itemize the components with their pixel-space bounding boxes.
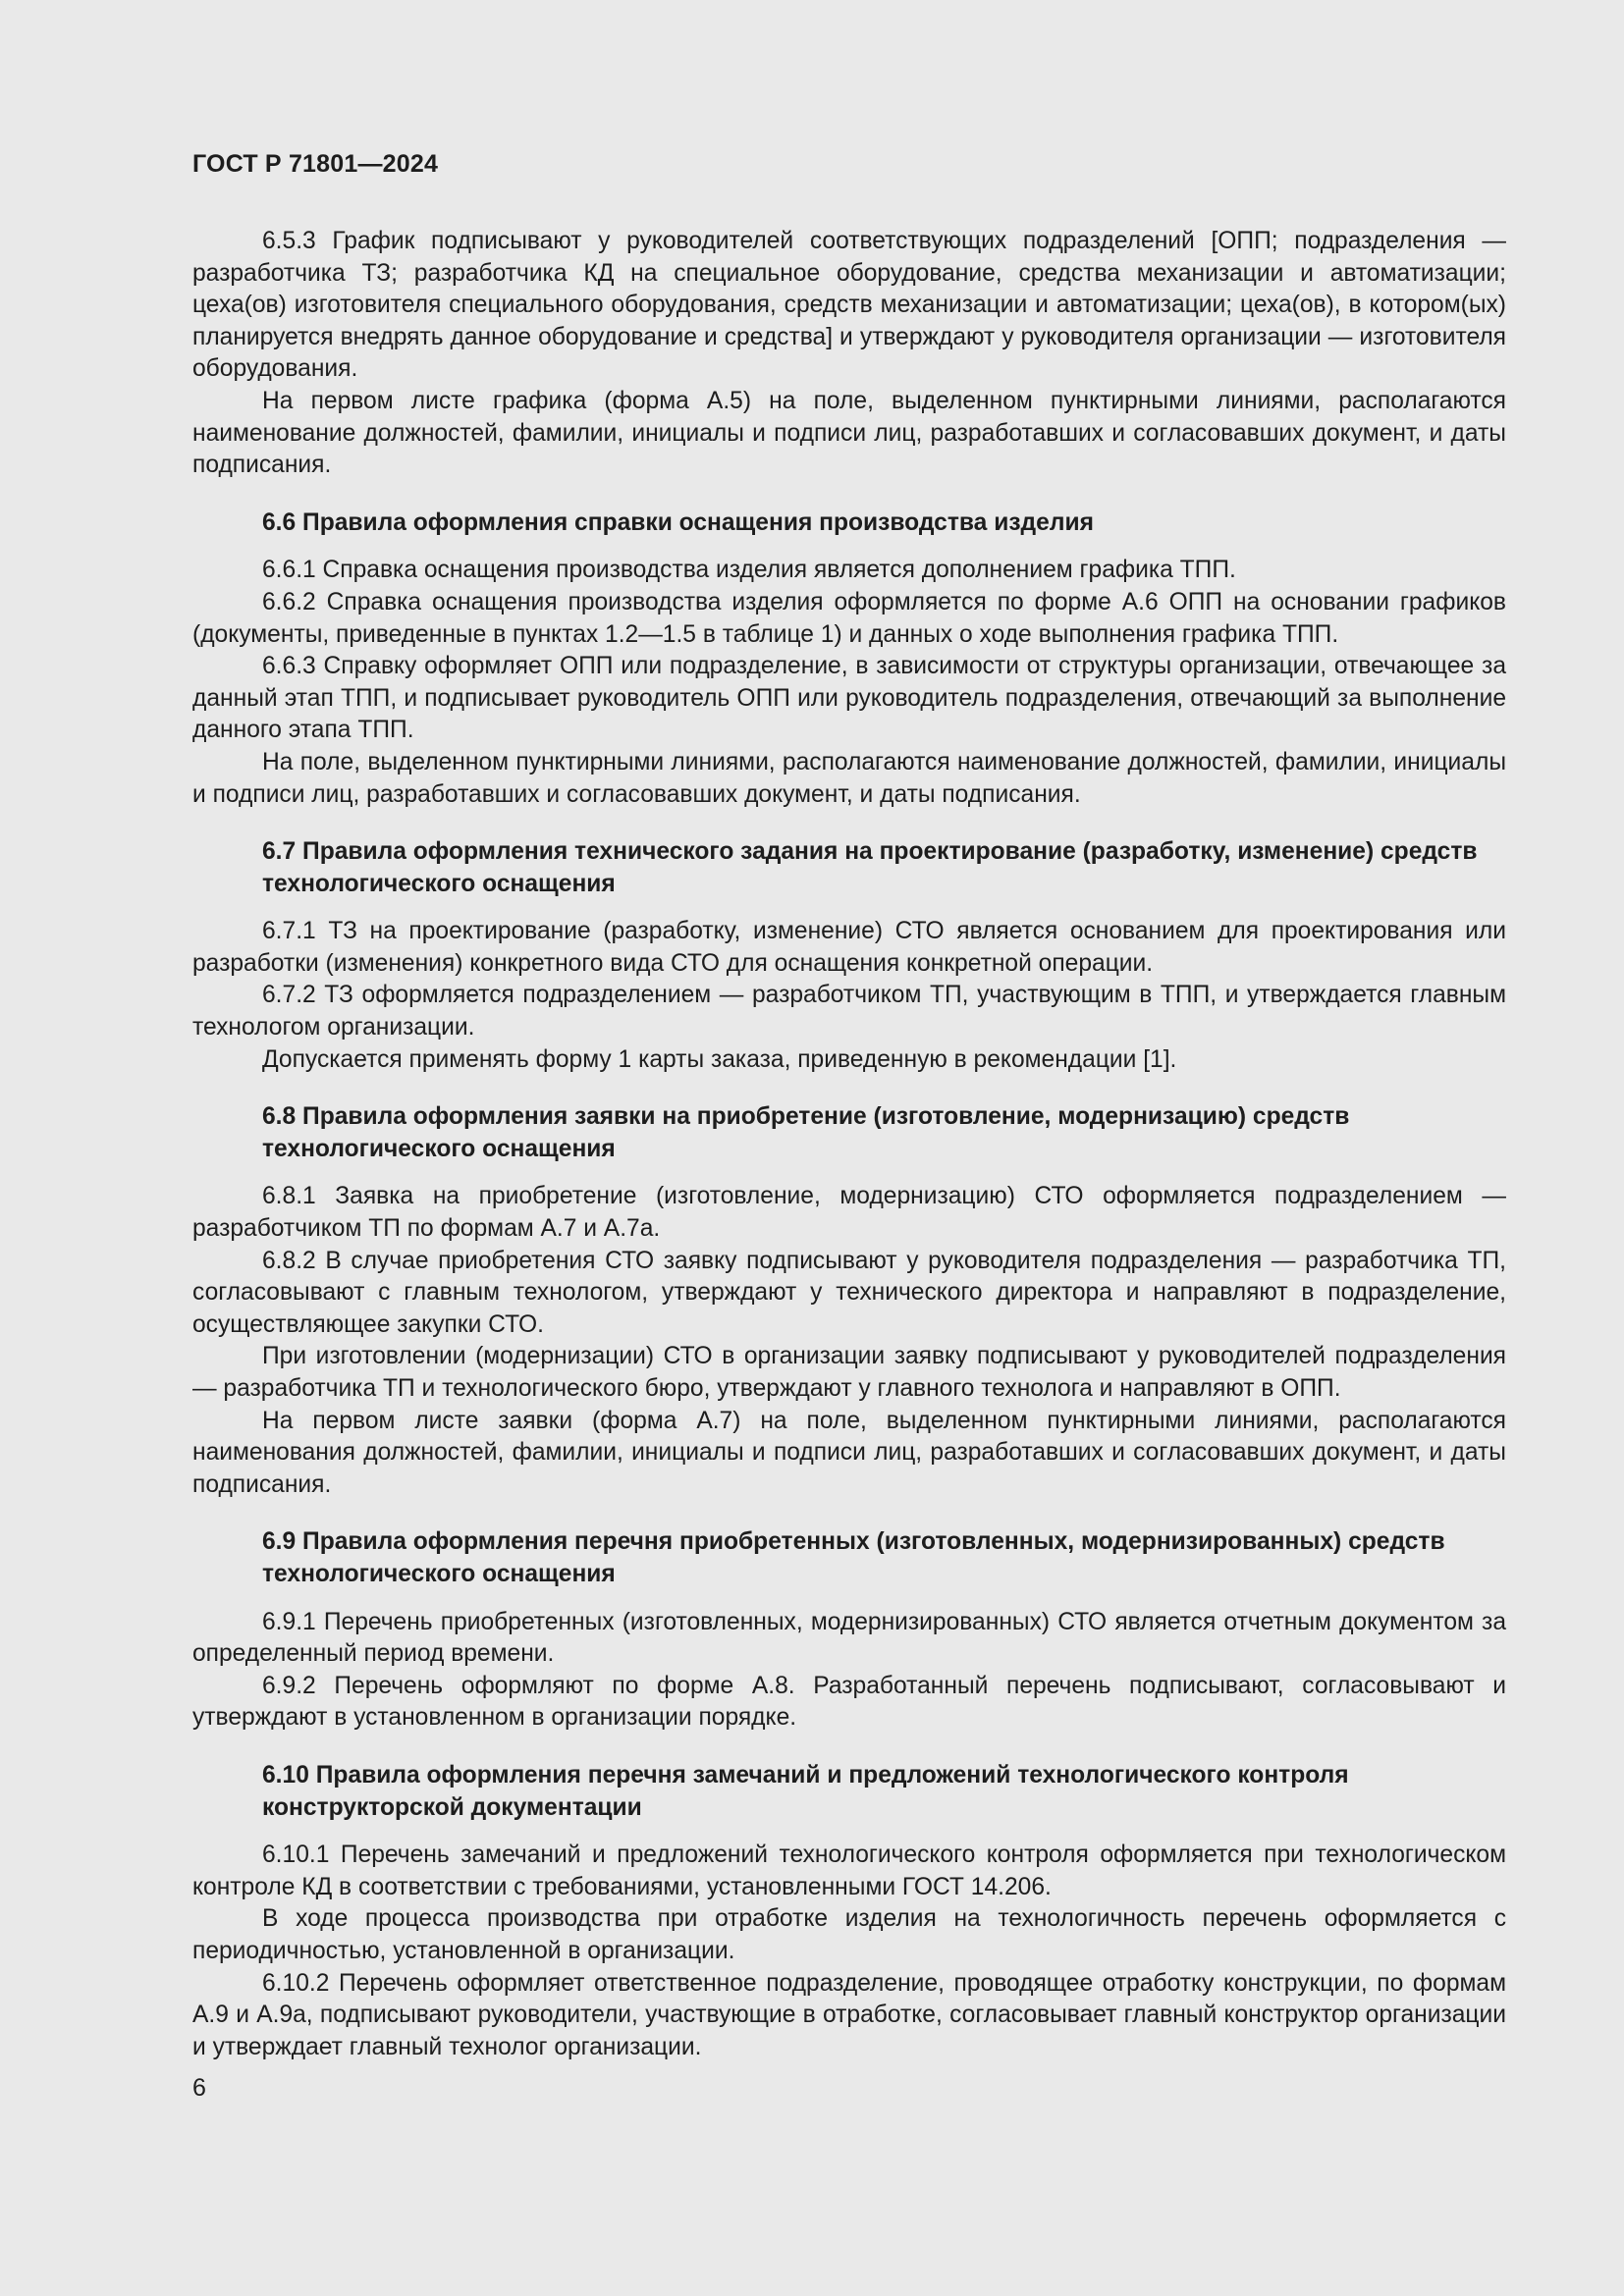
section-heading-6-10: 6.10 Правила оформления перечня замечаний и предложений технологического контроля конструкторской документации [262,1761,1349,1821]
paragraph: 6.7.2 ТЗ оформляется подразделением — разработчиком ТП, участвующим в ТПП, и утверждается главным технологом организации. [192,982,1506,1041]
paragraph: 6.7.1 ТЗ на проектирование (разработку, изменение) СТО является основанием для проектирования или разработки (изменения) конкретного вида СТО для оснащения конкретной операции. [192,918,1506,977]
section-heading-6-9: 6.9 Правила оформления перечня приобретенных (изготовленных, модернизированных) средств технологического оснащения [262,1528,1445,1587]
document-code-header: ГОСТ Р 71801—2024 [192,150,439,178]
paragraph: На поле, выделенном пунктирными линиями, располагаются наименование должностей, фамилии, инициалы и подписи лиц, разработавших и согласовавших документ, и даты подписания. [192,748,1506,808]
section-heading-6-8: 6.8 Правила оформления заявки на приобретение (изготовление, модернизацию) средств технологического оснащения [262,1103,1350,1162]
paragraph: 6.5.3 График подписывают у руководителей соответствующих подразделений [ОПП; подразделения — разработчика ТЗ; разработчика КД на специальное оборудование, средства механизации и автоматизации; цеха(ов) изготовителя специального оборудования, средств механизации и автоматизации; цеха(ов), в котором(ых) планируется внедрять данное оборудование и средства] и утверждают у руководителя организации — изготовителя оборудования. [192,228,1506,383]
section-heading-6-7: 6.7 Правила оформления технического задания на проектирование (разработку, изменение) средств технологического оснащения [262,838,1478,897]
paragraph: 6.6.1 Справка оснащения производства изделия является дополнением графика ТПП. [262,557,1236,584]
paragraph: 6.10.2 Перечень оформляет ответственное подразделение, проводящее отработку конструкции, по формам А.9 и А.9а, подписывают руководители, участвующие в отработке, согласовывает главный конструктор организации и утверждает главный технолог организации. [192,1969,1506,2060]
paragraph: В ходе процесса производства при отработке изделия на технологичность перечень оформляется с периодичностью, установленной в организации. [192,1905,1506,1964]
paragraph: 6.8.1 Заявка на приобретение (изготовление, модернизацию) СТО оформляется подразделением — разработчиком ТП по формам А.7 и А.7а. [192,1183,1506,1243]
paragraph: На первом листе графика (форма А.5) на поле, выделенном пунктирными линиями, располагаются наименование должностей, фамилии, инициалы и подписи лиц, разработавших и согласовавших документ, и даты подписания. [192,387,1506,479]
section-heading-6-6: 6.6 Правила оформления справки оснащения производства изделия [262,508,1094,536]
paragraph: При изготовлении (модернизации) СТО в организации заявку подписывают у руководителей подразделения — разработчика ТП и технологического бюро, утверждают у главного технолога и направляют в ОПП. [192,1343,1506,1402]
paragraph: 6.6.2 Справка оснащения производства изделия оформляется по форме А.6 ОПП на основании графиков (документы, приведенные в пунктах 1.2—1.5 в таблице 1) и данных о ходе выполнения графика ТПП. [192,588,1506,648]
paragraph: 6.9.2 Перечень оформляют по форме А.8. Разработанный перечень подписывают, согласовывают и утверждают в установленном в организации порядке. [192,1672,1506,1732]
page-number: 6 [192,2074,206,2102]
document-body [192,226,1506,2063]
paragraph: На первом листе заявки (форма А.7) на поле, выделенном пунктирными линиями, располагаются наименования должностей, фамилии, инициалы и подписи лиц, разработавших и согласовавших документ, и даты подписания. [192,1407,1506,1498]
paragraph: 6.6.3 Справку оформляет ОПП или подразделение, в зависимости от структуры организации, отвечающее за данный этап ТПП, и подписывает руководитель ОПП или руководитель подразделения, отвечающий за выполнение данного этапа ТПП. [192,653,1506,744]
paragraph: Допускается применять форму 1 карты заказа, приведенную в рекомендации [1]. [262,1045,1177,1073]
paragraph: 6.10.1 Перечень замечаний и предложений технологического контроля оформляется при технологическом контроле КД в соответствии с требованиями, установленными ГОСТ 14.206. [192,1842,1506,1900]
paragraph: 6.9.1 Перечень приобретенных (изготовленных, модернизированных) СТО является отчетным документом за определенный период времени. [192,1608,1506,1668]
paragraph: 6.8.2 В случае приобретения СТО заявку подписывают у руководителя подразделения — разработчика ТП, согласовывают с главным технологом, утверждают у технического директора и направляют в подразделение, осуществляющее закупки СТО. [192,1247,1506,1338]
